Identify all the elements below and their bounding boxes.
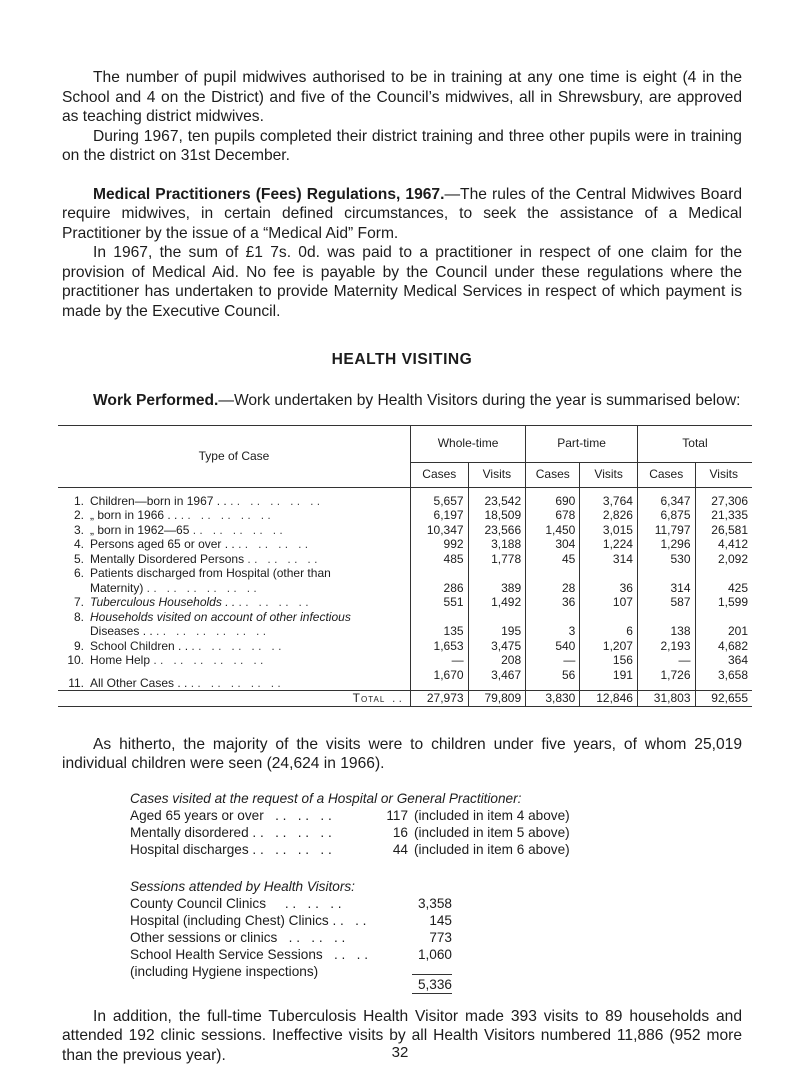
- session-label: Hospital (including Chest) Clinics . . . .: [130, 912, 367, 928]
- table-cell: 6,197: [411, 508, 469, 523]
- row-label-cell: [58, 639, 411, 654]
- row-label: [90, 653, 406, 668]
- table-row: [58, 653, 752, 668]
- case-note: (included in item 4 above): [414, 807, 570, 823]
- case-note: (included in item 6 above): [414, 841, 570, 857]
- subheader-visits: Visits: [580, 462, 638, 487]
- table-cell: 3: [526, 624, 580, 639]
- row-label: [90, 639, 406, 654]
- table-header-groups: [58, 425, 752, 462]
- table-cell: 540: [526, 639, 580, 654]
- subheader-cases: Cases: [526, 462, 580, 487]
- sessions-total-value: 5,336: [417, 976, 452, 992]
- table-cell: 1,599: [695, 595, 752, 610]
- row-number: 10.: [67, 653, 84, 667]
- table-row: [58, 624, 752, 639]
- total-cell: 12,846: [580, 691, 638, 707]
- table-cell: 135: [411, 624, 469, 639]
- table-cell: 1,726: [637, 668, 695, 691]
- table-cell: 551: [411, 595, 469, 610]
- row-leader-dots: . . . . . . . . . . . .: [152, 624, 267, 638]
- subheader-visits: Visits: [468, 462, 526, 487]
- table-row: [58, 523, 752, 538]
- list-item: [130, 841, 742, 858]
- table-cell: 26,581: [695, 523, 752, 538]
- total-cell: 3,830: [526, 691, 580, 707]
- session-value: 145: [429, 912, 452, 928]
- table-cell: 4,412: [695, 537, 752, 552]
- table-cell: 3,188: [468, 537, 526, 552]
- table-cell: [637, 610, 695, 625]
- table-cell: 138: [637, 624, 695, 639]
- table-cell: [526, 566, 580, 581]
- table-cell: [411, 610, 469, 625]
- row-label-text: Persons aged 65 or over . .: [90, 537, 235, 551]
- medical-text: —The rules of the Central Midwives Board require midwives, in certain defined circumstances, to seek the assistance of a Medical Practitioner by the issue of a “Medical Aid” Form.: [62, 185, 742, 242]
- row-leader-dots: . . . . . . . . . .: [189, 522, 283, 537]
- health-visiting-table: [58, 425, 752, 707]
- table-cell: 678: [526, 508, 580, 523]
- medical-paragraph-2: In 1967, the sum of £1 7s. 0d. was paid to a practitioner in respect of one claim for the provision of Medical Aid. No fee is payable by the Council under these regulations where the practitioner has undertaken to provide Maternity Medical Services in respect of which payment is made by the Executive Council.: [62, 244, 742, 320]
- subheader-cases: Cases: [637, 462, 695, 487]
- medical-heading: Medical Practitioners (Fees) Regulations, 1967.: [93, 185, 445, 203]
- row-label-text: Mentally Disordered Persons: [90, 551, 245, 566]
- table-cell: 587: [637, 595, 695, 610]
- work-text: —Work undertaken by Health Visitors during the year is summarised below:: [218, 392, 741, 409]
- table-row: [58, 581, 752, 596]
- table-cell: 6,347: [637, 487, 695, 508]
- table-cell: 3,764: [580, 487, 638, 508]
- type-of-case-header: Type of Case: [58, 425, 411, 487]
- row-number: 7.: [73, 595, 84, 609]
- table-cell: [411, 566, 469, 581]
- row-number: 6.: [73, 566, 84, 580]
- list-item: [130, 895, 742, 912]
- row-label-text: Tuberculous Households . .: [90, 595, 236, 609]
- table-cell: 5,657: [411, 487, 469, 508]
- cases-visited-heading: Cases visited at the request of a Hospital or General Practitioner:: [130, 790, 522, 806]
- session-value: 773: [429, 929, 452, 945]
- row-label-cell: [58, 668, 411, 691]
- work-paragraph: [62, 391, 742, 411]
- table-cell: 314: [580, 552, 638, 567]
- row-number: 4.: [73, 537, 84, 551]
- case-label: Aged 65 years or over . . . . . .: [130, 807, 332, 823]
- table-cell: 2,092: [695, 552, 752, 567]
- row-label-text: All Other Cases . .: [90, 675, 188, 690]
- table-cell: 28: [526, 581, 580, 596]
- list-item: [130, 912, 742, 929]
- list-item: [130, 824, 742, 841]
- table-cell: 690: [526, 487, 580, 508]
- row-label: [90, 552, 406, 567]
- after-table-paragraph: As hitherto, the majority of the visits were to children under five years, of whom 25,019 individual children were seen (24,624 in 1966).: [62, 735, 742, 772]
- row-label: [90, 595, 406, 610]
- table-cell: —: [411, 653, 469, 668]
- table-cell: 1,778: [468, 552, 526, 567]
- total-cell: 31,803: [637, 691, 695, 707]
- session-value: 3,358: [417, 895, 452, 911]
- row-label-text: Households visited on account of other infectious: [90, 609, 351, 624]
- table-cell: [695, 566, 752, 581]
- row-leader-dots: . . . . . . . . . . . .: [143, 580, 257, 595]
- table-cell: 107: [580, 595, 638, 610]
- page-body: [62, 68, 748, 1065]
- row-label-cell: [58, 581, 411, 596]
- table-row: [58, 595, 752, 610]
- row-label-cell: [58, 653, 411, 668]
- table-cell: 1,207: [580, 639, 638, 654]
- row-label-cell: [58, 595, 411, 610]
- case-value: 44: [392, 841, 408, 857]
- table-cell: 45: [526, 552, 580, 567]
- table-cell: 3,015: [580, 523, 638, 538]
- sessions-bottom-rule: [412, 993, 452, 995]
- table-cell: [637, 566, 695, 581]
- table-cell: 23,566: [468, 523, 526, 538]
- row-leader-dots: . . . . . . . .: [234, 537, 309, 551]
- page-number: 32: [391, 1044, 409, 1061]
- table-cell: 6,875: [637, 508, 695, 523]
- row-number: 2.: [73, 508, 84, 522]
- table-cell: —: [526, 653, 580, 668]
- row-label: [90, 523, 406, 538]
- medical-paragraph-1: [62, 185, 742, 244]
- table-cell: 364: [695, 653, 752, 668]
- table-row: [58, 537, 752, 552]
- row-label-cell: [58, 523, 411, 538]
- row-label: [90, 676, 406, 691]
- closing-paragraph: In addition, the full-time Tuberculosis Health Visitor made 393 visits to 89 households and attended 192 clinic sessions. Ineffective visits by all Health Visitors numbered 11,886 (952 more than the previous year).: [62, 1007, 742, 1064]
- row-label-cell: [58, 624, 411, 639]
- table-cell: 11,797: [637, 523, 695, 538]
- table-row: [58, 668, 752, 691]
- table-cell: 992: [411, 537, 469, 552]
- work-heading: Work Performed.: [93, 392, 219, 409]
- table-cell: 208: [468, 653, 526, 668]
- row-label-text: School Children . .: [90, 638, 189, 653]
- table-cell: [468, 610, 526, 625]
- table-row: [58, 552, 752, 567]
- case-note: (included in item 5 above): [414, 824, 570, 840]
- table-cell: 6: [580, 624, 638, 639]
- row-label: [90, 537, 406, 552]
- row-label-cell: [58, 566, 411, 581]
- row-number: 3.: [73, 522, 84, 537]
- table-cell: 485: [411, 552, 469, 567]
- row-leader-dots: . . . . . . . . . .: [177, 508, 271, 522]
- row-leader-dots: . . . . . . . . . .: [226, 493, 321, 508]
- table-cell: 2,826: [580, 508, 638, 523]
- row-number: 11.: [68, 675, 84, 690]
- row-label-text: „ born in 1966 . .: [90, 508, 178, 522]
- table-cell: [468, 566, 526, 581]
- table-cell: 27,306: [695, 487, 752, 508]
- table-cell: 195: [468, 624, 526, 639]
- total-label: Total: [352, 691, 386, 705]
- table-cell: 3,475: [468, 639, 526, 654]
- subheader-cases: Cases: [411, 462, 469, 487]
- table-cell: [695, 610, 752, 625]
- row-label: [90, 508, 406, 523]
- intro-paragraph-2: During 1967, ten pupils completed their district training and three other pupils were in training on the district on 31st December.: [62, 127, 742, 164]
- table-cell: [580, 610, 638, 625]
- row-leader-dots: . . . . . . . . . . . .: [150, 653, 264, 667]
- table-cell: 191: [580, 668, 638, 691]
- row-label-text: Patients discharged from Hospital (other than: [90, 566, 331, 580]
- row-label: [90, 624, 406, 639]
- row-label-cell: [58, 537, 411, 552]
- table-cell: 1,224: [580, 537, 638, 552]
- section-title: HEALTH VISITING: [331, 351, 473, 368]
- total-cell: 79,809: [468, 691, 526, 707]
- table-row: [58, 508, 752, 523]
- row-label-text: Children—born in 1967 . .: [90, 493, 227, 508]
- table-cell: 3,658: [695, 668, 752, 691]
- row-number: 1.: [73, 493, 84, 508]
- table-cell: 286: [411, 581, 469, 596]
- row-label-text: Diseases . .: [90, 624, 153, 638]
- table-cell: 201: [695, 624, 752, 639]
- row-label-cell: [58, 552, 411, 567]
- session-label: County Council Clinics . . . . . .: [130, 895, 342, 911]
- table-cell: 18,509: [468, 508, 526, 523]
- table-cell: 530: [637, 552, 695, 567]
- case-value: 117: [386, 807, 408, 823]
- table-cell: 1,450: [526, 523, 580, 538]
- group-header-total: Total: [637, 425, 752, 462]
- row-label-text: „ born in 1962—65: [90, 522, 190, 537]
- table-cell: —: [637, 653, 695, 668]
- row-label: [90, 581, 406, 596]
- session-label: School Health Service Sessions . . . .: [130, 946, 368, 962]
- row-label-cell: [58, 610, 411, 625]
- row-label: [90, 566, 406, 581]
- row-label: [90, 494, 406, 509]
- table-cell: 314: [637, 581, 695, 596]
- row-label: [90, 610, 406, 625]
- table-row: [58, 639, 752, 654]
- table-cell: 156: [580, 653, 638, 668]
- cases-visited-list: [130, 807, 742, 858]
- row-label-cell: [58, 487, 411, 508]
- list-item: [130, 807, 742, 824]
- table-cell: [580, 566, 638, 581]
- group-header-part-time: Part-time: [526, 425, 638, 462]
- table-cell: 2,193: [637, 639, 695, 654]
- list-item: [130, 946, 742, 963]
- total-dots: . .: [391, 691, 402, 705]
- session-label: Other sessions or clinics . . . . . .: [130, 929, 346, 945]
- row-leader-dots: . . . . . . . .: [235, 595, 309, 609]
- table-cell: 1,296: [637, 537, 695, 552]
- row-label-text: Maternity): [90, 580, 144, 595]
- total-label-cell: [58, 691, 411, 707]
- sessions-total-row: [130, 976, 742, 993]
- table-cell: 56: [526, 668, 580, 691]
- row-number: 5.: [73, 551, 84, 566]
- table-cell: 21,335: [695, 508, 752, 523]
- table-cell: 10,347: [411, 523, 469, 538]
- total-cell: 27,973: [411, 691, 469, 707]
- case-label: Hospital discharges . . . . . . . .: [130, 841, 332, 857]
- total-cell: 92,655: [695, 691, 752, 707]
- row-number: 9.: [73, 638, 84, 653]
- session-label: (including Hygiene inspections): [130, 963, 319, 979]
- row-leader-dots: . . . . . . . .: [244, 551, 318, 566]
- session-value: 1,060: [417, 946, 452, 962]
- table-row: [58, 566, 752, 581]
- table-row: [58, 610, 752, 625]
- subheader-visits: Visits: [695, 462, 752, 487]
- row-leader-dots: . . . . . . . . . .: [188, 638, 282, 653]
- list-item: [130, 929, 742, 946]
- table-cell: 1,492: [468, 595, 526, 610]
- table-cell: 3,467: [468, 668, 526, 691]
- case-value: 16: [392, 824, 408, 840]
- table-cell: 425: [695, 581, 752, 596]
- cases-visited-block: [130, 790, 742, 995]
- row-label-text: Home Help: [90, 653, 151, 667]
- table-cell: 304: [526, 537, 580, 552]
- table-cell: 389: [468, 581, 526, 596]
- row-number: 8.: [73, 609, 84, 624]
- group-header-whole-time: Whole-time: [411, 425, 526, 462]
- table-cell: 36: [580, 581, 638, 596]
- table-row: [58, 487, 752, 508]
- intro-paragraph-1: The number of pupil midwives authorised to be in training at any one time is eight (4 in the School and 4 on the District) and five of the Council’s midwives, all in Shrewsbury, are approved as teaching district midwives.: [62, 69, 742, 125]
- table-cell: 23,542: [468, 487, 526, 508]
- table-cell: 36: [526, 595, 580, 610]
- sessions-total-spacer: [130, 976, 412, 993]
- sessions-heading: Sessions attended by Health Visitors:: [130, 878, 355, 894]
- sessions-list: [130, 895, 742, 980]
- table-cell: 1,670: [411, 668, 469, 691]
- case-label: Mentally disordered . . . . . . . .: [130, 824, 332, 840]
- table-total-row: [58, 691, 752, 707]
- row-leader-dots: . . . . . . . . . .: [187, 675, 281, 690]
- table-body: [58, 487, 752, 691]
- table-cell: [526, 610, 580, 625]
- row-label-cell: [58, 508, 411, 523]
- table-cell: 1,653: [411, 639, 469, 654]
- table-cell: 4,682: [695, 639, 752, 654]
